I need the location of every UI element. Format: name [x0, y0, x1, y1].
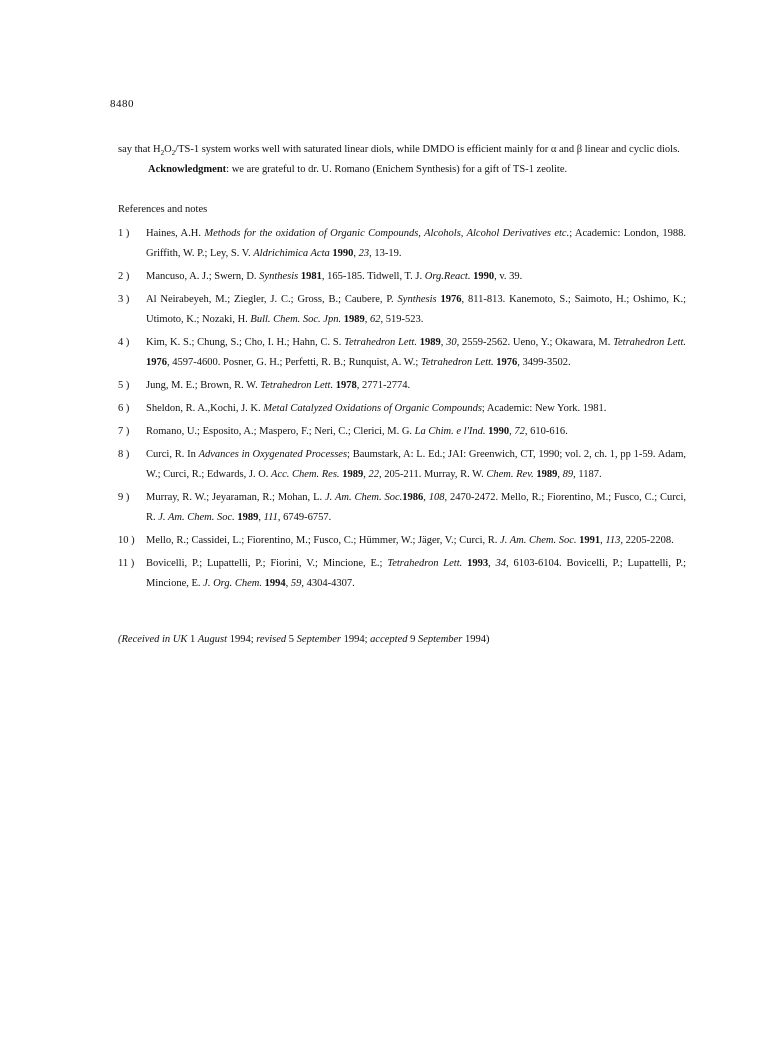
reference-item — [118, 531, 686, 551]
text-segment: , 4304-4307. — [301, 578, 355, 589]
text-segment: , 1187. — [573, 469, 602, 480]
text-segment: 1976 — [146, 357, 167, 368]
text-segment: Bovicelli, P.; Lupattelli, P.; Fiorini, V.; Mincione, E.; — [146, 558, 388, 569]
text-segment: 1991 — [579, 535, 601, 546]
intro-text-3: /TS-1 system works well with saturated linear diols, while DMDO is efficient mainly for α and β linear and cyclic diols. — [175, 144, 680, 155]
reference-item — [118, 333, 686, 373]
text-segment: , — [509, 426, 515, 437]
text-segment: 30 — [446, 337, 457, 348]
text-segment: , 3499-3502. — [517, 357, 571, 368]
text-segment: , — [488, 558, 496, 569]
text-segment: 1981 — [300, 271, 322, 282]
received-segment: 1 — [187, 634, 198, 645]
text-segment: 1989 — [536, 469, 558, 480]
text-segment: 111 — [263, 512, 278, 523]
text-segment: 1986 — [402, 492, 424, 503]
text-segment: 1990 — [332, 248, 354, 259]
reference-text — [146, 290, 686, 330]
received-segment: accepted — [370, 634, 408, 645]
acknowledgment-label: Acknowledgment — [148, 164, 227, 175]
text-segment: La Chim. e l'Ind. — [414, 426, 486, 437]
text-segment: Tetrahedron Lett. — [344, 337, 417, 348]
intro-text-1: say that H — [118, 144, 161, 155]
text-segment: Aldrichimica Acta — [253, 248, 330, 259]
text-segment: , 205-211. Murray, R. W. — [378, 469, 487, 480]
text-segment: 1989 — [419, 337, 441, 348]
text-segment: 1976 — [440, 294, 462, 305]
acknowledgment-text: : we are grateful to dr. U. Romano (Enichem Synthesis) for a gift of TS-1 zeolite. — [226, 164, 568, 175]
text-segment: J. Am. Chem. Soc. — [158, 512, 235, 523]
text-segment: Synthesis — [259, 271, 299, 282]
reference-item — [118, 445, 686, 485]
text-segment: Murray, R. W.; Jeyaraman, R.; Mohan, L. — [146, 492, 325, 503]
text-segment: Tetrahedron Lett. — [387, 558, 463, 569]
text-segment: , — [364, 314, 370, 325]
text-segment: 22 — [368, 469, 379, 480]
reference-number: 11 ) — [118, 558, 135, 569]
reference-item — [118, 290, 686, 330]
text-segment: Sheldon, R. A.,Kochi, J. K. — [146, 403, 264, 414]
reference-item — [118, 422, 686, 442]
reference-text — [146, 267, 686, 287]
text-segment: 72 — [514, 426, 525, 437]
reference-item — [118, 399, 686, 419]
received-segment: 9 — [407, 634, 418, 645]
received-segment: 1994) — [462, 634, 490, 645]
reference-number: 1 ) — [118, 228, 130, 239]
received-segment: 1994; — [227, 634, 257, 645]
text-segment: Bull. Chem. Soc. Jpn. — [250, 314, 342, 325]
text-segment: 59 — [290, 578, 302, 589]
text-segment: 1993 — [467, 558, 489, 569]
received-segment: revised — [256, 634, 287, 645]
reference-number: 2 ) — [118, 271, 130, 282]
text-segment: Synthesis — [397, 294, 437, 305]
text-segment: 89 — [562, 469, 574, 480]
received-segment: August — [197, 634, 228, 645]
references-list — [118, 224, 686, 594]
intro-subscript-1: 2 — [160, 149, 165, 158]
text-segment: , 6749-6757. — [277, 512, 332, 523]
text-segment: , 519-523. — [380, 314, 424, 325]
text-segment: , 2559-2562. Ueno, Y.; Okawara, M. — [456, 337, 614, 348]
received-segment: September — [296, 634, 341, 645]
reference-item — [118, 554, 686, 594]
reference-item — [118, 224, 686, 264]
text-segment: , — [600, 535, 606, 546]
text-segment: Methods for the oxidation of Organic Compounds, Alcohols, Alcohol Derivatives etc. — [204, 228, 570, 239]
text-segment: 1989 — [342, 469, 364, 480]
text-segment: Haines, A.H. — [146, 228, 205, 239]
text-segment: , — [557, 469, 563, 480]
text-segment: Acc. Chem. Res. — [271, 469, 340, 480]
reference-text — [146, 224, 686, 264]
text-segment: , — [285, 578, 291, 589]
text-segment: , 4597-4600. Posner, G. H.; Perfetti, R. B.; Runquist, A. W.; — [167, 357, 421, 368]
text-segment: , 2470-2472. Mello, R.; Fiorentino, M.; Fusco, C.; Curci, R. — [146, 492, 687, 523]
text-segment: 62 — [369, 314, 381, 325]
text-segment: , — [363, 469, 369, 480]
text-segment: J. Am. Chem. Soc. — [324, 492, 403, 503]
reference-text — [146, 333, 686, 373]
text-segment: ; Academic: New York. 1981. — [481, 403, 607, 414]
text-segment: ; Baumstark, A: L. Ed.; JAI: Greenwich, CT, 1990; vol. 2, ch. 1, pp 1-59. Adam, W.; Curci, R.; Edwards, J. O. — [146, 449, 686, 480]
reference-text — [146, 399, 686, 419]
text-segment: , — [353, 248, 359, 259]
text-segment: 1989 — [237, 512, 259, 523]
received-segment: 5 — [286, 634, 297, 645]
reference-item — [118, 267, 686, 287]
intro-text-2: O — [164, 144, 172, 155]
reference-text — [146, 488, 686, 528]
reference-number: 9 ) — [118, 492, 130, 503]
text-segment: ; Academic: London, 1988. Griffith, W. P.; Ley, S. V. — [146, 228, 686, 259]
reference-text — [146, 376, 686, 396]
reference-text — [146, 422, 686, 442]
text-segment: 113 — [605, 535, 621, 546]
text-segment: , 2205-2208. — [620, 535, 674, 546]
text-segment: Tetrahedron Lett. — [613, 337, 687, 348]
text-segment: Romano, U.; Esposito, A.; Maspero, F.; Neri, C.; Clerici, M. G. — [146, 426, 415, 437]
text-segment: Tetrahedron Lett. — [420, 357, 494, 368]
text-segment: Metal Catalyzed Oxidations of Organic Compounds — [263, 403, 482, 414]
text-segment: J. Org. Chem. — [203, 578, 262, 589]
reference-text — [146, 554, 686, 594]
text-segment: , 2771-2774. — [356, 380, 411, 391]
text-segment: Al Neirabeyeh, M.; Ziegler, J. C.; Gross, B.; Caubere, P. — [146, 294, 398, 305]
reference-item — [118, 488, 686, 528]
reference-number: 10 ) — [118, 535, 135, 546]
text-segment: 23 — [358, 248, 370, 259]
page-number: 8480 — [110, 98, 134, 110]
text-segment: 1994 — [264, 578, 286, 589]
text-segment: , — [258, 512, 264, 523]
text-segment: , 6103-6104. Bovicelli, P.; Lupattelli, P.; Mincione, E. — [146, 558, 687, 589]
text-segment: , 811-813. Kanemoto, S.; Saimoto, H.; Oshimo, K.; Utimoto, K.; Nozaki, H. — [146, 294, 687, 325]
intro-subscript-2: 2 — [171, 149, 176, 158]
text-segment: , 610-616. — [524, 426, 568, 437]
text-segment: , 13-19. — [369, 248, 402, 259]
received-line — [118, 630, 686, 650]
reference-number: 5 ) — [118, 380, 130, 391]
text-segment: Mancuso, A. J.; Swern, D. — [146, 271, 260, 282]
text-segment: 1990 — [488, 426, 510, 437]
text-segment: 1989 — [343, 314, 365, 325]
reference-number: 7 ) — [118, 426, 130, 437]
reference-number: 6 ) — [118, 403, 130, 414]
reference-number: 8 ) — [118, 449, 130, 460]
text-segment: Curci, R. In — [146, 449, 199, 460]
reference-text — [146, 445, 686, 485]
acknowledgment — [118, 160, 686, 180]
text-segment: Chem. Rev. — [486, 469, 534, 480]
text-segment: Org.React. — [424, 271, 471, 282]
references-heading: References and notes — [118, 204, 208, 215]
text-segment: , — [423, 492, 429, 503]
text-segment: J. Am. Chem. Soc. — [500, 535, 577, 546]
text-segment: 1990 — [473, 271, 495, 282]
text-segment: Jung, M. E.; Brown, R. W. — [146, 380, 261, 391]
page-body — [118, 140, 686, 650]
text-segment: Kim, K. S.; Chung, S.; Cho, I. H.; Hahn, C. S. — [146, 337, 345, 348]
text-segment: 34 — [495, 558, 507, 569]
received-segment: September — [417, 634, 463, 645]
text-segment: , — [440, 337, 447, 348]
reference-text — [146, 531, 686, 551]
reference-item — [118, 376, 686, 396]
received-segment: 1994; — [341, 634, 371, 645]
reference-number: 3 ) — [118, 294, 130, 305]
text-segment: Advances in Oxygenated Processes — [198, 449, 348, 460]
text-segment: Mello, R.; Cassidei, L.; Fiorentino, M.; Fusco, C.; Hümmer, W.; Jäger, V.; Curci, R. — [146, 535, 501, 546]
text-segment: , 165-185. Tidwell, T. J. — [321, 271, 425, 282]
intro-paragraph — [118, 140, 686, 160]
reference-number: 4 ) — [118, 337, 130, 348]
text-segment: 1978 — [335, 380, 357, 391]
text-segment: 108 — [428, 492, 445, 503]
received-segment: (Received in UK — [118, 634, 188, 645]
text-segment: , v. 39. — [494, 271, 523, 282]
text-segment: 1976 — [496, 357, 518, 368]
text-segment: Tetrahedron Lett. — [260, 380, 334, 391]
